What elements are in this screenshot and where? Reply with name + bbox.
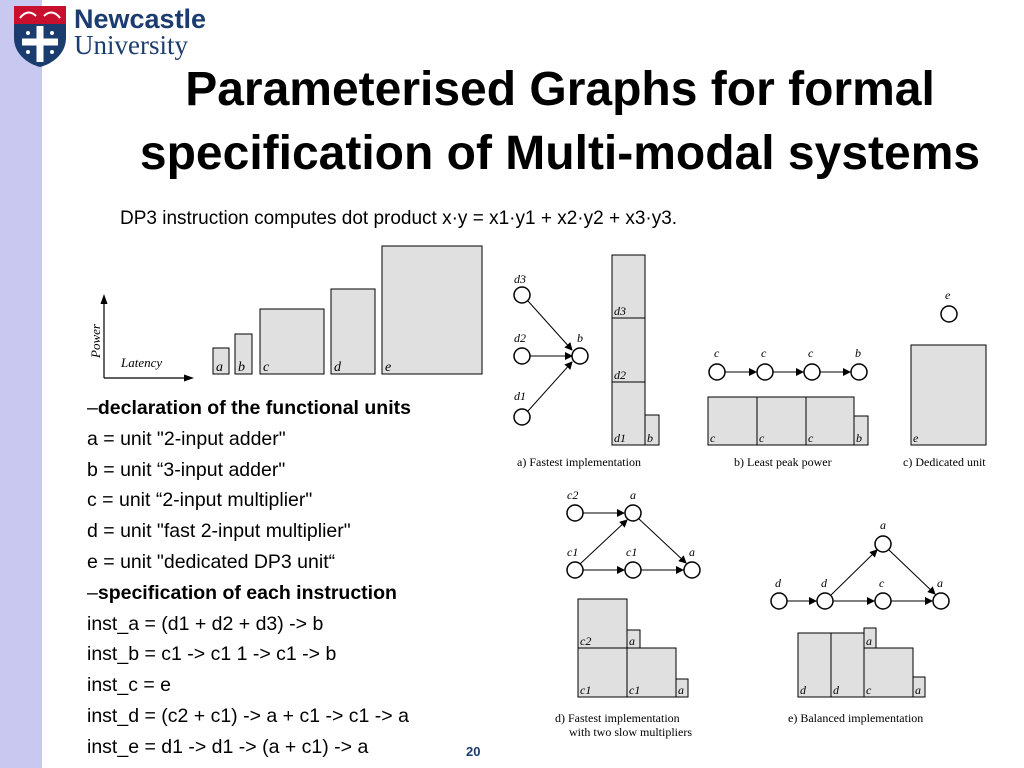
unit-box-c-label: c [263, 360, 270, 375]
instruction-spec: inst_d = (c2 + c1) -> a + c1 -> c1 -> a [87, 704, 409, 727]
node-label-b: b [855, 346, 861, 360]
node-label-c1-1: c1 [567, 545, 579, 559]
node-c1-1 [567, 562, 583, 578]
node-d-1 [771, 593, 787, 609]
block-label-d2: d2 [614, 368, 626, 382]
slide-subtitle: DP3 instruction computes dot product x·y = x1·y1 + x2·y2 + x3·y3. [120, 208, 678, 229]
block-e [911, 345, 986, 445]
unit-declaration: a = unit "2-input adder" [87, 427, 286, 450]
node-label-c-1: c [714, 346, 720, 360]
caption-e: e) Balanced implementation [788, 711, 924, 725]
node-c2 [567, 505, 583, 521]
node-label-a-1: a [630, 488, 636, 502]
node-label-c-3: c [808, 346, 814, 360]
diagram-c [898, 285, 1008, 475]
node-label-e: e [945, 288, 951, 302]
node-a-right [933, 593, 949, 609]
block-label-a-2: a [678, 683, 684, 697]
instruction-spec: inst_b = c1 -> c1 1 -> c1 -> b [87, 643, 337, 666]
slide-title-line1: Parameterised Graphs for formal [185, 63, 935, 116]
logo-line1: Newcastle [74, 4, 207, 34]
diagram-b [700, 340, 880, 475]
unit-box-e-label: e [385, 360, 392, 375]
block-label-c-2: c [759, 431, 765, 445]
block-c-1 [708, 397, 757, 445]
caption-c: c) Dedicated unit [903, 455, 986, 469]
instruction-spec: inst_a = (d1 + d2 + d3) -> b [87, 612, 324, 635]
block-label-d-2: d [833, 683, 839, 697]
block-label-c1-2: c1 [629, 683, 641, 697]
slide-title [110, 58, 1010, 186]
unit-box-b [235, 334, 252, 375]
node-e [941, 306, 957, 322]
block-label-d-1: d [800, 683, 806, 697]
node-d-2 [817, 593, 833, 609]
node-c-2 [757, 364, 773, 380]
unit-box-e [382, 246, 482, 375]
declaration-heading [87, 393, 411, 424]
unit-box-a [213, 348, 229, 375]
dash: – [87, 397, 98, 419]
dash: – [87, 581, 98, 604]
node-label-b: b [577, 331, 583, 345]
page-number: 20 [466, 744, 481, 759]
unit-box-b-label: b [238, 360, 245, 375]
block-label-c-1: c [710, 431, 716, 445]
node-label-a-top: a [880, 518, 886, 532]
newcastle-shield-icon [10, 4, 70, 68]
block-label-b: b [647, 431, 653, 445]
block-label-c1-1: c1 [580, 683, 592, 697]
slide-title-line2: specification of Multi-modal systems [139, 127, 981, 180]
block-label-b: b [856, 431, 862, 445]
caption-d-line1: d) Fastest implementation [555, 711, 680, 725]
node-label-c-2: c [761, 346, 767, 360]
node-c1-2 [625, 562, 641, 578]
block-c-2 [757, 397, 806, 445]
unit-declaration: b = unit “3-input adder" [87, 458, 286, 481]
block-label-d1: d1 [614, 431, 626, 445]
instruction-spec: inst_c = e [87, 674, 172, 697]
specification-text [87, 393, 411, 763]
unit-chart [88, 242, 488, 382]
diagram-e [760, 515, 975, 730]
node-label-d1: d1 [514, 389, 526, 403]
unit-box-a-label: a [216, 360, 223, 375]
block-label-a-right: a [915, 683, 921, 697]
node-c [875, 593, 891, 609]
block-label-e: e [913, 431, 919, 445]
node-label-a-2: a [689, 545, 695, 559]
block-label-c-3: c [808, 431, 814, 445]
caption-b: b) Least peak power [734, 455, 832, 469]
node-d2 [514, 348, 530, 364]
unit-box-d-label: d [334, 360, 341, 375]
node-a-1 [625, 505, 641, 521]
block-label-c2: c2 [580, 634, 592, 648]
specification-heading [87, 578, 411, 609]
instruction-spec: inst_e = d1 -> d1 -> (a + c1) -> a [87, 735, 369, 758]
diagram-d [550, 482, 725, 742]
node-b [851, 364, 867, 380]
block-label-d3: d3 [614, 304, 626, 318]
node-c-1 [709, 364, 725, 380]
diagram-a [505, 250, 670, 475]
unit-box-d [331, 289, 375, 375]
node-label-d-2: d [821, 576, 827, 590]
node-a-2 [684, 562, 700, 578]
unit-declaration: c = unit “2-input multiplier" [87, 489, 313, 512]
specification-heading-text: specification of each instruction [97, 581, 397, 604]
node-b [572, 348, 588, 364]
node-d1 [514, 409, 530, 425]
declaration-heading-text: declaration of the functional units [97, 397, 411, 419]
block-c [864, 648, 913, 697]
node-label-d-1: d [775, 576, 781, 590]
node-d3 [514, 287, 530, 303]
y-axis-label: Power [88, 324, 103, 358]
unit-box-c [260, 309, 324, 375]
x-axis-label: Latency [121, 355, 163, 370]
node-label-c2: c2 [567, 488, 579, 502]
node-label-a-right: a [937, 576, 943, 590]
block-label-a-top: a [866, 634, 872, 648]
sidebar-stripe [0, 0, 42, 768]
node-label-d2: d2 [514, 331, 526, 345]
caption-a: a) Fastest implementation [517, 455, 641, 469]
logo-line2: University [74, 30, 188, 60]
unit-declaration: d = unit "fast 2-input multiplier" [87, 520, 351, 543]
caption-d-line2: with two slow multipliers [569, 725, 692, 739]
node-label-c1-2: c1 [626, 545, 638, 559]
node-label-c: c [879, 576, 885, 590]
block-label-a-1: a [629, 634, 635, 648]
node-c-3 [804, 364, 820, 380]
block-label-c: c [866, 683, 872, 697]
node-a-top [875, 536, 891, 552]
unit-declaration: e = unit "dedicated DP3 unit“ [87, 550, 336, 573]
node-label-d3: d3 [514, 272, 526, 286]
